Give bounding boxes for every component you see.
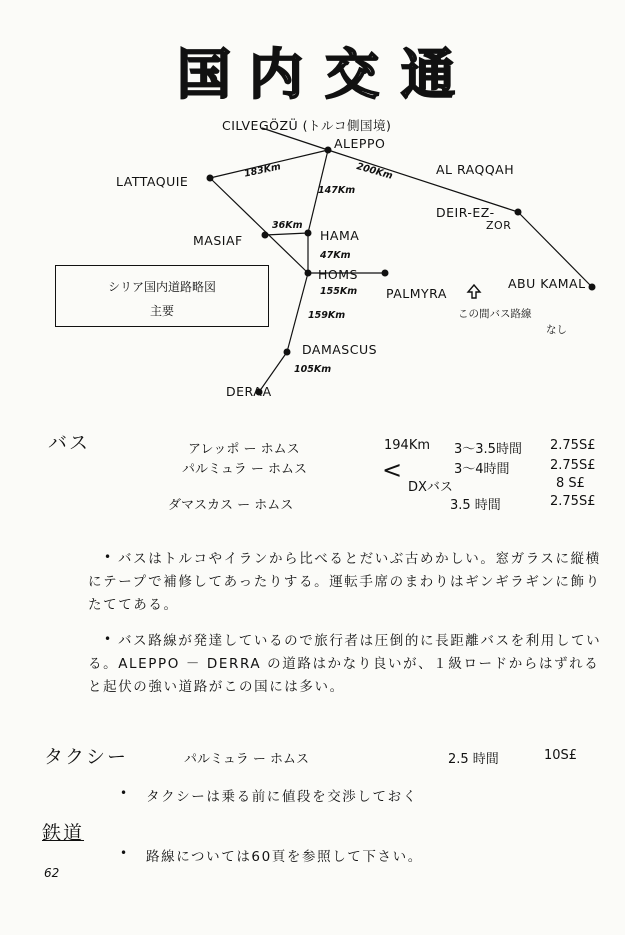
no-bus-note-2: なし bbox=[546, 324, 567, 336]
city-label-aleppo: ALEPPO bbox=[334, 136, 386, 151]
distance-label: 155Km bbox=[320, 286, 358, 297]
up-arrow-icon bbox=[468, 285, 480, 298]
bus-paragraph: バス路線が発達しているので旅行者は圧倒的に長距離バスを利用している。ALEPPO － DERRA の道路はかなり良いが、１級ロードからはずれると起伏の強い道路がこの国には多い。 bbox=[88, 633, 602, 695]
bullet-icon: • bbox=[104, 632, 112, 646]
taxi-price: 10S£ bbox=[544, 748, 578, 763]
city-dot bbox=[325, 147, 332, 154]
title-char: 内 bbox=[249, 41, 303, 106]
no-bus-note: この間バス路線 bbox=[458, 308, 532, 320]
city-dot bbox=[305, 270, 312, 277]
road-homs-damascus bbox=[287, 273, 308, 352]
city-label-hama: HAMA bbox=[320, 228, 360, 243]
taxi-time: 2.5 時間 bbox=[448, 752, 499, 767]
section-label-taxi: タクシー bbox=[44, 746, 129, 768]
city-label-masiaf: MASIAF bbox=[193, 233, 243, 248]
legend-subtitle: 主要 bbox=[149, 304, 174, 318]
city-label-deir-ez: DEIR-EZ- bbox=[436, 205, 495, 220]
distance-label: 36Km bbox=[272, 220, 303, 231]
bus-route: アレッポ ー ホムス bbox=[188, 442, 300, 457]
title-char: 通 bbox=[401, 41, 455, 106]
bus-route: ダマスカス ー ホムス bbox=[168, 498, 294, 513]
city-label-damascus: DAMASCUS bbox=[302, 342, 378, 357]
distance-label: 183Km bbox=[243, 161, 282, 180]
bus-time: 3～3.5時間 bbox=[454, 442, 522, 457]
road-aleppo-deir bbox=[328, 150, 518, 212]
city-label-abu-kamal: ABU KAMAL bbox=[508, 276, 586, 291]
city-label-al-raqqah: AL RAQQAH bbox=[436, 162, 515, 177]
bus-price: 2.75S£ bbox=[550, 458, 596, 473]
city-label-lattaquie: LATTAQUIE bbox=[116, 174, 189, 189]
bus-price: 2.75S£ bbox=[550, 494, 596, 509]
city-label-palmyra: PALMYRA bbox=[386, 286, 447, 301]
title-char: 交 bbox=[325, 41, 379, 106]
bus-distance: 194Km bbox=[384, 438, 431, 453]
distance-label: 147Km bbox=[318, 185, 356, 196]
bracket-icon: < bbox=[382, 456, 403, 484]
bus-paragraph: バスはトルコやイランから比べるとだいぶ古めかしい。窓ガラスに縦横にテープで補修してあったりする。運転手席のまわりはギンギラギンに飾りたててある。 bbox=[88, 551, 601, 613]
distance-label: 47Km bbox=[320, 250, 351, 261]
distance-label: 159Km bbox=[308, 310, 346, 321]
bus-route: パルミュラ ー ホムス bbox=[182, 462, 308, 477]
city-dot bbox=[262, 232, 269, 239]
section-label-rail: 鉄道 bbox=[42, 822, 85, 844]
bus-price: 2.75S£ bbox=[550, 438, 596, 453]
distance-label: 200Km bbox=[355, 161, 394, 182]
bus-dx-label: DXバス bbox=[408, 480, 453, 495]
city-dot bbox=[207, 175, 214, 182]
page-number: 62 bbox=[44, 866, 60, 880]
taxi-note: タクシーは乗る前に値段を交渉しておく bbox=[146, 789, 418, 805]
road-hama-masiaf bbox=[265, 233, 308, 235]
city-label-zor: ZOR bbox=[486, 219, 512, 232]
bullet-icon: • bbox=[120, 846, 128, 860]
section-label-bus: バス bbox=[48, 432, 91, 454]
city-dot bbox=[284, 349, 291, 356]
city-label-homs: HOMS bbox=[318, 267, 358, 282]
title-char: 国 bbox=[177, 41, 231, 106]
rail-note: 路線については60頁を参照して下さい。 bbox=[146, 849, 423, 865]
legend-title: シリア国内道路略図 bbox=[107, 280, 216, 294]
city-dot bbox=[589, 284, 596, 291]
map-legend-box bbox=[55, 265, 269, 327]
bus-time: 3.5 時間 bbox=[450, 498, 501, 513]
border-label: CILVEGÖZÜ (トルコ側国境) bbox=[222, 118, 392, 133]
taxi-route: パルミュラ ー ホムス bbox=[184, 752, 310, 767]
bullet-icon: • bbox=[104, 550, 112, 564]
city-dot bbox=[382, 270, 389, 277]
bullet-icon: • bbox=[120, 786, 128, 800]
distance-label: 105Km bbox=[294, 364, 332, 375]
city-label-deraa: DERAA bbox=[226, 384, 272, 399]
city-dot bbox=[515, 209, 522, 216]
bus-time: 3～4時間 bbox=[454, 462, 510, 477]
bus-price: 8 S£ bbox=[556, 476, 585, 491]
city-dot bbox=[305, 230, 312, 237]
